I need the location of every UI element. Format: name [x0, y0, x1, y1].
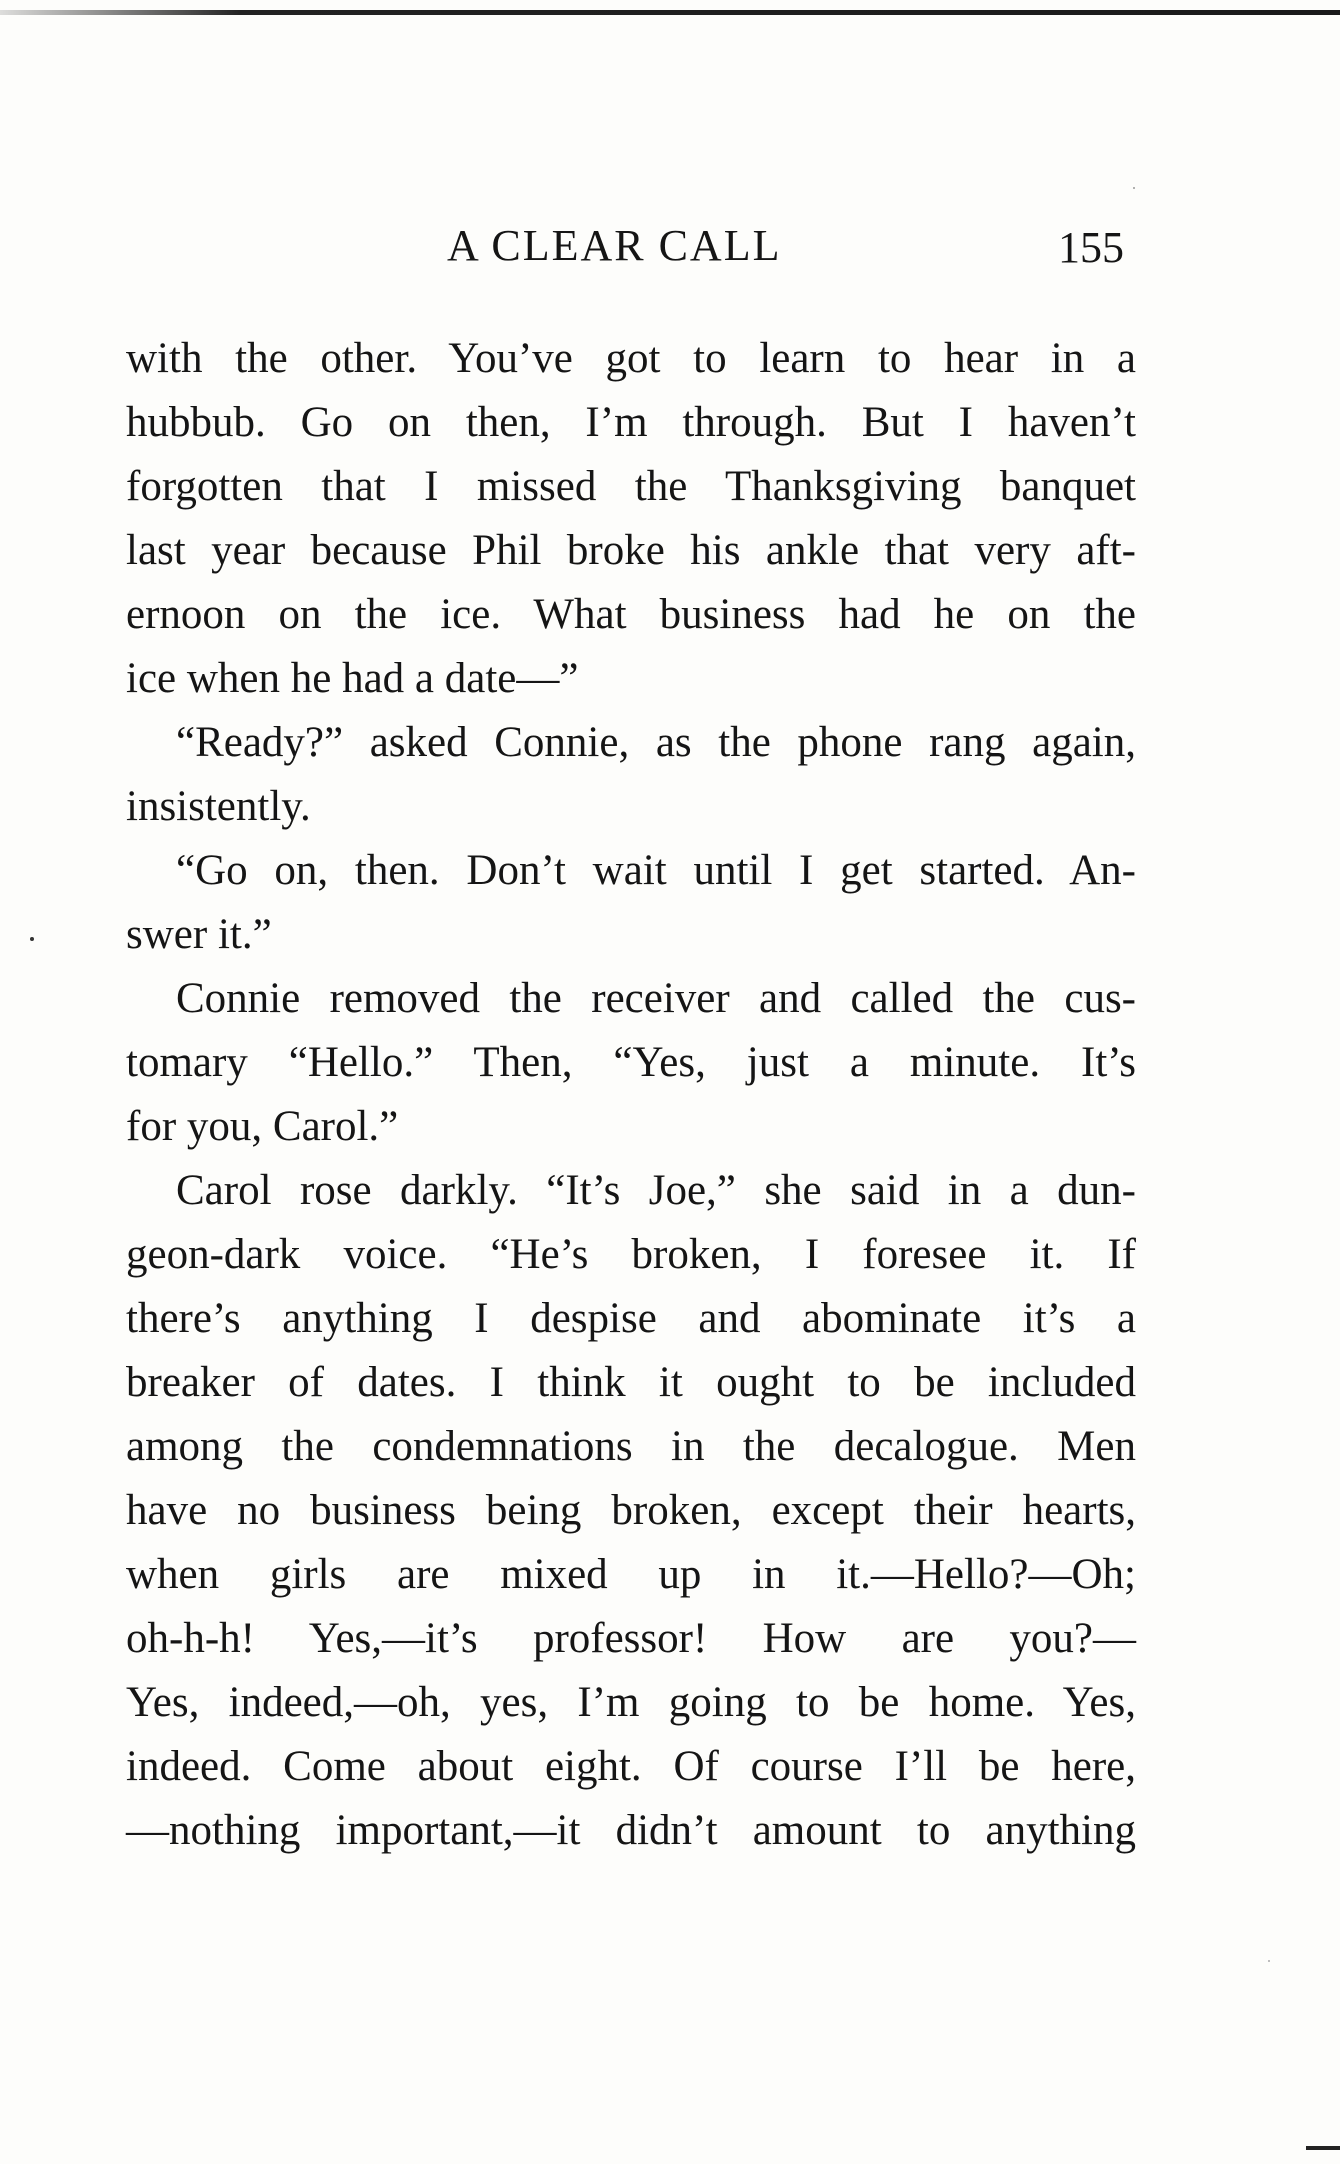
- text-line: geon-dark voice. “He’s broken, I foresee it. If: [126, 1231, 1136, 1278]
- text-line: hubbub. Go on then, I’m through. But I haven’t: [126, 399, 1136, 446]
- text-line: “Go on, then. Don’t wait until I get started. An-: [176, 847, 1136, 894]
- text-line: ernoon on the ice. What business had he on the: [126, 591, 1136, 638]
- text-line: Connie removed the receiver and called the cus-: [176, 975, 1136, 1022]
- text-line: indeed. Come about eight. Of course I’ll be here,: [126, 1743, 1136, 1790]
- corner-edge-mark: [1306, 2146, 1340, 2150]
- page-number: 155: [1058, 223, 1124, 272]
- text-line: insistently.: [126, 783, 311, 830]
- text-line: swer it.”: [126, 911, 272, 958]
- text-line: have no business being broken, except their hearts,: [126, 1487, 1136, 1534]
- text-line: —nothing important,—it didn’t amount to anything: [126, 1807, 1136, 1854]
- running-head: [0, 218, 1340, 278]
- text-line: breaker of dates. I think it ought to be included: [126, 1359, 1136, 1406]
- text-line: Yes, indeed,—oh, yes, I’m going to be home. Yes,: [126, 1679, 1136, 1726]
- text-line: “Ready?” asked Connie, as the phone rang again,: [176, 719, 1136, 766]
- text-line: tomary “Hello.” Then, “Yes, just a minute. It’s: [126, 1039, 1136, 1086]
- text-line: there’s anything I despise and abominate it’s a: [126, 1295, 1136, 1342]
- print-speck: [30, 937, 34, 941]
- text-line: ice when he had a date—”: [126, 655, 579, 702]
- body-text: [126, 327, 1136, 1863]
- running-title: A CLEAR CALL: [447, 221, 782, 270]
- print-speck: [1133, 187, 1135, 189]
- print-speck: [1268, 1960, 1270, 1962]
- text-line: among the condemnations in the decalogue. Men: [126, 1423, 1136, 1470]
- text-line: for you, Carol.”: [126, 1103, 399, 1150]
- text-line: when girls are mixed up in it.—Hello?—Oh;: [126, 1551, 1136, 1598]
- text-line: forgotten that I missed the Thanksgiving banquet: [126, 463, 1136, 510]
- text-line: last year because Phil broke his ankle that very aft-: [126, 527, 1136, 574]
- text-line: oh-h-h! Yes,—it’s professor! How are you?—: [126, 1615, 1136, 1662]
- top-edge-rule: [0, 10, 1340, 15]
- text-line: Carol rose darkly. “It’s Joe,” she said in a dun-: [176, 1167, 1136, 1214]
- text-line: with the other. You’ve got to learn to hear in a: [126, 335, 1136, 382]
